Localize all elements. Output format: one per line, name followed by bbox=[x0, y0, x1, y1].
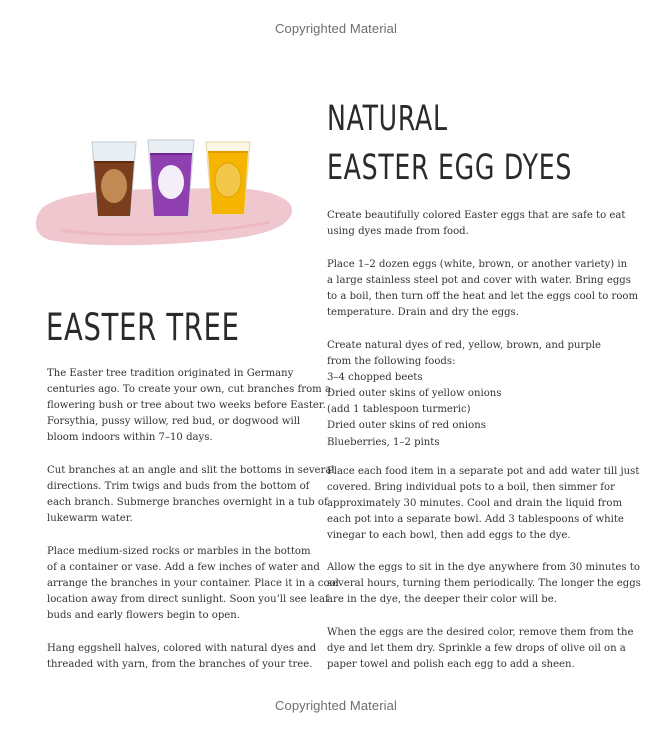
main-title-line2: EASTER EGG DYES bbox=[327, 148, 573, 188]
arrange-branches-paragraph: Place medium-sized rocks or marbles in the bottom of a container or vase. Add a few inches of water and arrange the branches in your container. Place it in a cool location away from direct sunlight. Soon you’ll see leaf buds and early flowers begin to open. bbox=[47, 546, 339, 622]
cut-branches-paragraph: Cut branches at an angle and slit the bottoms in several directions. Trim twigs and buds from the bottom of each branch. Submerge branches overnight in a tub of lukewarm water. bbox=[47, 465, 335, 525]
dye-glasses-illustration bbox=[30, 130, 300, 255]
easter-tree-title: EASTER TREE bbox=[46, 306, 240, 349]
yellow-egg bbox=[215, 163, 241, 197]
polish-eggs-paragraph: When the eggs are the desired color, remove them from the dye and let them dry. Sprinkle a few drops of olive oil on a paper towel and polish each egg to add a sheen. bbox=[327, 627, 634, 671]
purple-dye-glass bbox=[148, 140, 194, 216]
brown-egg bbox=[101, 169, 127, 203]
brown-dye-glass bbox=[92, 142, 136, 216]
copyright-watermark-bottom: Copyrighted Material bbox=[275, 698, 397, 713]
yellow-dye-glass bbox=[206, 142, 250, 214]
dye-ingredients-list: Create natural dyes of red, yellow, brown, and purple from the following foods: 3–4 chopped beets Dried outer skins of yellow onions (add 1 tablespoon turmeric) Dried outer skins of red onions Blueberries, 1–2 pints bbox=[327, 340, 601, 448]
main-title-line1: NATURAL bbox=[327, 99, 448, 139]
white-egg bbox=[158, 165, 184, 199]
hang-eggshells-paragraph: Hang eggshell halves, colored with natural dyes and threaded with yarn, from the branches of your tree. bbox=[47, 643, 317, 671]
copyright-watermark-top: Copyrighted Material bbox=[275, 21, 397, 36]
dyes-intro-paragraph: Create beautifully colored Easter eggs that are safe to eat using dyes made from food. bbox=[327, 210, 626, 238]
boil-eggs-paragraph: Place 1–2 dozen eggs (white, brown, or another variety) in a large stainless steel pot and cover with water. Bring eggs to a boil, then turn off the heat and let the eggs cool to room temperature. Drain and dry the eggs. bbox=[327, 259, 639, 319]
tree-history-paragraph: The Easter tree tradition originated in Germany centuries ago. To create your own, cut branches from a flowering bush or tree about two weeks before Easter. Forsythia, pussy willow, red bud, or dogwood will bloom indoors within 7–10 days. bbox=[47, 368, 331, 444]
soak-eggs-paragraph: Allow the eggs to sit in the dye anywhere from 30 minutes to several hours, turning them periodically. The longer the eggs are in the dye, the deeper their color will be. bbox=[327, 562, 641, 606]
simmer-dye-paragraph: Place each food item in a separate pot and add water till just covered. Bring individual pots to a boil, then simmer for approximately 30 minutes. Cool and drain the liquid from each pot into a separate bowl. Add 3 tablespoons of white vinegar to each bowl, then add eggs to the dye. bbox=[327, 466, 640, 542]
